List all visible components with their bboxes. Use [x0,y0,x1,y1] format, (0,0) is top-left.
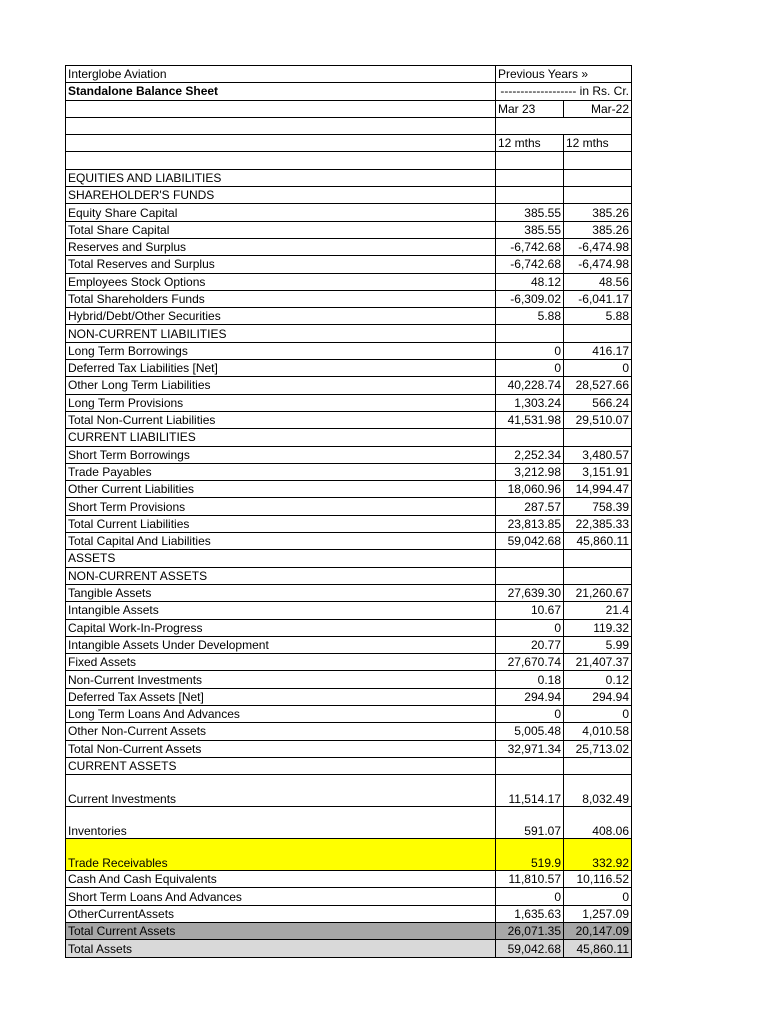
table-row [66,636,632,653]
row-label: Intangible Assets [66,602,496,619]
empty-cell [66,135,496,152]
table-row [66,619,632,636]
value-mar22: 0.12 [564,671,632,688]
value-mar22: 3,480.57 [564,446,632,463]
value-mar23: 2,252.34 [496,446,564,463]
value-mar23: 40,228.74 [496,377,564,394]
value-mar23: 0.18 [496,671,564,688]
previous-years-label: Previous Years » [496,66,632,83]
value-mar22: 119.32 [564,619,632,636]
row-label: Fixed Assets [66,654,496,671]
value-mar22: 8,032.49 [564,775,632,807]
value-mar22: 45,860.11 [564,940,632,957]
row-label: Total Share Capital [66,221,496,238]
row-label: Hybrid/Debt/Other Securities [66,308,496,325]
value-mar23: 519.9 [496,839,564,871]
row-label: Trade Payables [66,463,496,480]
row-label: Total Current Assets [66,923,496,940]
header-row-periods [66,135,632,152]
row-label: Current Investments [66,775,496,807]
header-row-company [66,66,632,83]
row-label: ASSETS [66,550,496,567]
value-mar22: -6,041.17 [564,290,632,307]
value-mar23: 27,670.74 [496,654,564,671]
value-mar23 [496,187,564,204]
table-row [66,839,632,871]
value-mar22: 21,407.37 [564,654,632,671]
value-mar23: -6,309.02 [496,290,564,307]
value-mar23: -6,742.68 [496,256,564,273]
value-mar23: 385.55 [496,204,564,221]
value-mar23 [496,567,564,584]
value-mar22: 45,860.11 [564,533,632,550]
row-label: CURRENT ASSETS [66,757,496,774]
value-mar22 [564,550,632,567]
value-mar22 [564,187,632,204]
value-mar22: 385.26 [564,221,632,238]
empty-cell [66,152,496,169]
table-row [66,905,632,922]
value-mar22: 3,151.91 [564,463,632,480]
table-row [66,723,632,740]
row-label: NON-CURRENT LIABILITIES [66,325,496,342]
value-mar23: 5.88 [496,308,564,325]
value-mar22: 294.94 [564,688,632,705]
value-mar23: 11,810.57 [496,871,564,888]
table-row [66,602,632,619]
table-row [66,308,632,325]
value-mar22 [564,429,632,446]
value-mar22: 25,713.02 [564,740,632,757]
row-label: Non-Current Investments [66,671,496,688]
row-label: SHAREHOLDER'S FUNDS [66,187,496,204]
table-row [66,584,632,601]
value-mar22 [564,567,632,584]
value-mar23 [496,169,564,186]
row-label: Total Non-Current Assets [66,740,496,757]
value-mar22 [564,325,632,342]
value-mar23: 20.77 [496,636,564,653]
value-mar23 [496,429,564,446]
value-mar22: 5.99 [564,636,632,653]
table-row [66,567,632,584]
table-row [66,169,632,186]
units-label: ------------------- in Rs. Cr. [496,83,632,100]
value-mar23: 11,514.17 [496,775,564,807]
value-mar22: 385.26 [564,204,632,221]
row-label: EQUITIES AND LIABILITIES [66,169,496,186]
row-label: Total Current Liabilities [66,515,496,532]
table-row [66,411,632,428]
value-mar23: 0 [496,360,564,377]
balance-sheet-table [65,65,632,958]
value-mar23: 0 [496,342,564,359]
value-mar22: -6,474.98 [564,256,632,273]
value-mar22: 5.88 [564,308,632,325]
table-row [66,256,632,273]
row-label: Long Term Loans And Advances [66,705,496,722]
header-row-title [66,83,632,100]
value-mar23: 23,813.85 [496,515,564,532]
value-mar22: 4,010.58 [564,723,632,740]
value-mar23: 1,303.24 [496,394,564,411]
value-mar23: 48.12 [496,273,564,290]
value-mar23: 294.94 [496,688,564,705]
row-label: Total Assets [66,940,496,957]
row-label: Deferred Tax Liabilities [Net] [66,360,496,377]
header-row-dates [66,100,632,117]
value-mar23: 385.55 [496,221,564,238]
value-mar22: 758.39 [564,498,632,515]
table-row [66,187,632,204]
value-mar22: 22,385.33 [564,515,632,532]
value-mar23: 26,071.35 [496,923,564,940]
value-mar23: 32,971.34 [496,740,564,757]
row-label: Total Shareholders Funds [66,290,496,307]
table-row [66,360,632,377]
value-mar22: 10,116.52 [564,871,632,888]
value-mar23: 27,639.30 [496,584,564,601]
row-label: Capital Work-In-Progress [66,619,496,636]
table-row [66,394,632,411]
table-row [66,740,632,757]
row-label: Reserves and Surplus [66,238,496,255]
value-mar22 [564,757,632,774]
company-name: Interglobe Aviation [66,66,496,83]
table-row [66,807,632,839]
table-row [66,429,632,446]
table-row [66,688,632,705]
row-label: NON-CURRENT ASSETS [66,567,496,584]
row-label: Other Long Term Liabilities [66,377,496,394]
blank-row [66,152,632,169]
row-label: Tangible Assets [66,584,496,601]
empty-cell [66,117,496,134]
value-mar22: 21,260.67 [564,584,632,601]
row-label: OtherCurrentAssets [66,905,496,922]
period-label-2: 12 mths [564,135,632,152]
value-mar22 [564,169,632,186]
row-label: Other Current Liabilities [66,481,496,498]
value-mar23: 59,042.68 [496,940,564,957]
table-row [66,654,632,671]
table-row [66,498,632,515]
column-header-mar22: Mar-22 [564,100,632,117]
value-mar22: 416.17 [564,342,632,359]
table-row [66,757,632,774]
row-label: Long Term Provisions [66,394,496,411]
table-row [66,923,632,940]
table-row [66,238,632,255]
value-mar23 [496,550,564,567]
row-label: Deferred Tax Assets [Net] [66,688,496,705]
sheet-title: Standalone Balance Sheet [66,83,496,100]
value-mar23: 0 [496,705,564,722]
row-label: Short Term Loans And Advances [66,888,496,905]
table-row [66,204,632,221]
value-mar22: 48.56 [564,273,632,290]
value-mar23 [496,757,564,774]
table-row [66,446,632,463]
row-label: Equity Share Capital [66,204,496,221]
value-mar22: 20,147.09 [564,923,632,940]
row-label: Cash And Cash Equivalents [66,871,496,888]
row-label: Total Non-Current Liabilities [66,411,496,428]
row-label: Short Term Provisions [66,498,496,515]
table-row [66,940,632,957]
table-row [66,871,632,888]
table-row [66,290,632,307]
value-mar23: 3,212.98 [496,463,564,480]
row-label: Intangible Assets Under Development [66,636,496,653]
value-mar23: -6,742.68 [496,238,564,255]
table-row [66,325,632,342]
row-label: Long Term Borrowings [66,342,496,359]
value-mar22: 332.92 [564,839,632,871]
value-mar22: -6,474.98 [564,238,632,255]
value-mar23: 10.67 [496,602,564,619]
value-mar23: 18,060.96 [496,481,564,498]
value-mar22: 0 [564,360,632,377]
value-mar22: 566.24 [564,394,632,411]
table-row [66,377,632,394]
value-mar22: 21.4 [564,602,632,619]
blank-row [66,117,632,134]
empty-cell [66,100,496,117]
value-mar23: 0 [496,619,564,636]
table-row [66,671,632,688]
table-row [66,273,632,290]
table-row [66,533,632,550]
value-mar22: 0 [564,888,632,905]
row-label: Employees Stock Options [66,273,496,290]
value-mar22: 408.06 [564,807,632,839]
row-label: Total Reserves and Surplus [66,256,496,273]
value-mar22: 1,257.09 [564,905,632,922]
value-mar23: 287.57 [496,498,564,515]
column-header-mar23: Mar 23 [496,100,564,117]
table-row [66,775,632,807]
row-label: Other Non-Current Assets [66,723,496,740]
value-mar23: 41,531.98 [496,411,564,428]
row-label: Trade Receivables [66,839,496,871]
table-row [66,221,632,238]
row-label: CURRENT LIABILITIES [66,429,496,446]
value-mar23: 0 [496,888,564,905]
value-mar23: 591.07 [496,807,564,839]
value-mar23: 59,042.68 [496,533,564,550]
empty-cell [564,152,632,169]
row-label: Short Term Borrowings [66,446,496,463]
table-row [66,463,632,480]
row-label: Inventories [66,807,496,839]
period-label-1: 12 mths [496,135,564,152]
row-label: Total Capital And Liabilities [66,533,496,550]
table-row [66,705,632,722]
table-row [66,342,632,359]
value-mar22: 29,510.07 [564,411,632,428]
value-mar22: 14,994.47 [564,481,632,498]
value-mar22: 28,527.66 [564,377,632,394]
value-mar22: 0 [564,705,632,722]
table-row [66,515,632,532]
empty-cell [496,117,632,134]
value-mar23 [496,325,564,342]
value-mar23: 1,635.63 [496,905,564,922]
table-row [66,550,632,567]
empty-cell [496,152,564,169]
table-row [66,888,632,905]
table-row [66,481,632,498]
value-mar23: 5,005.48 [496,723,564,740]
